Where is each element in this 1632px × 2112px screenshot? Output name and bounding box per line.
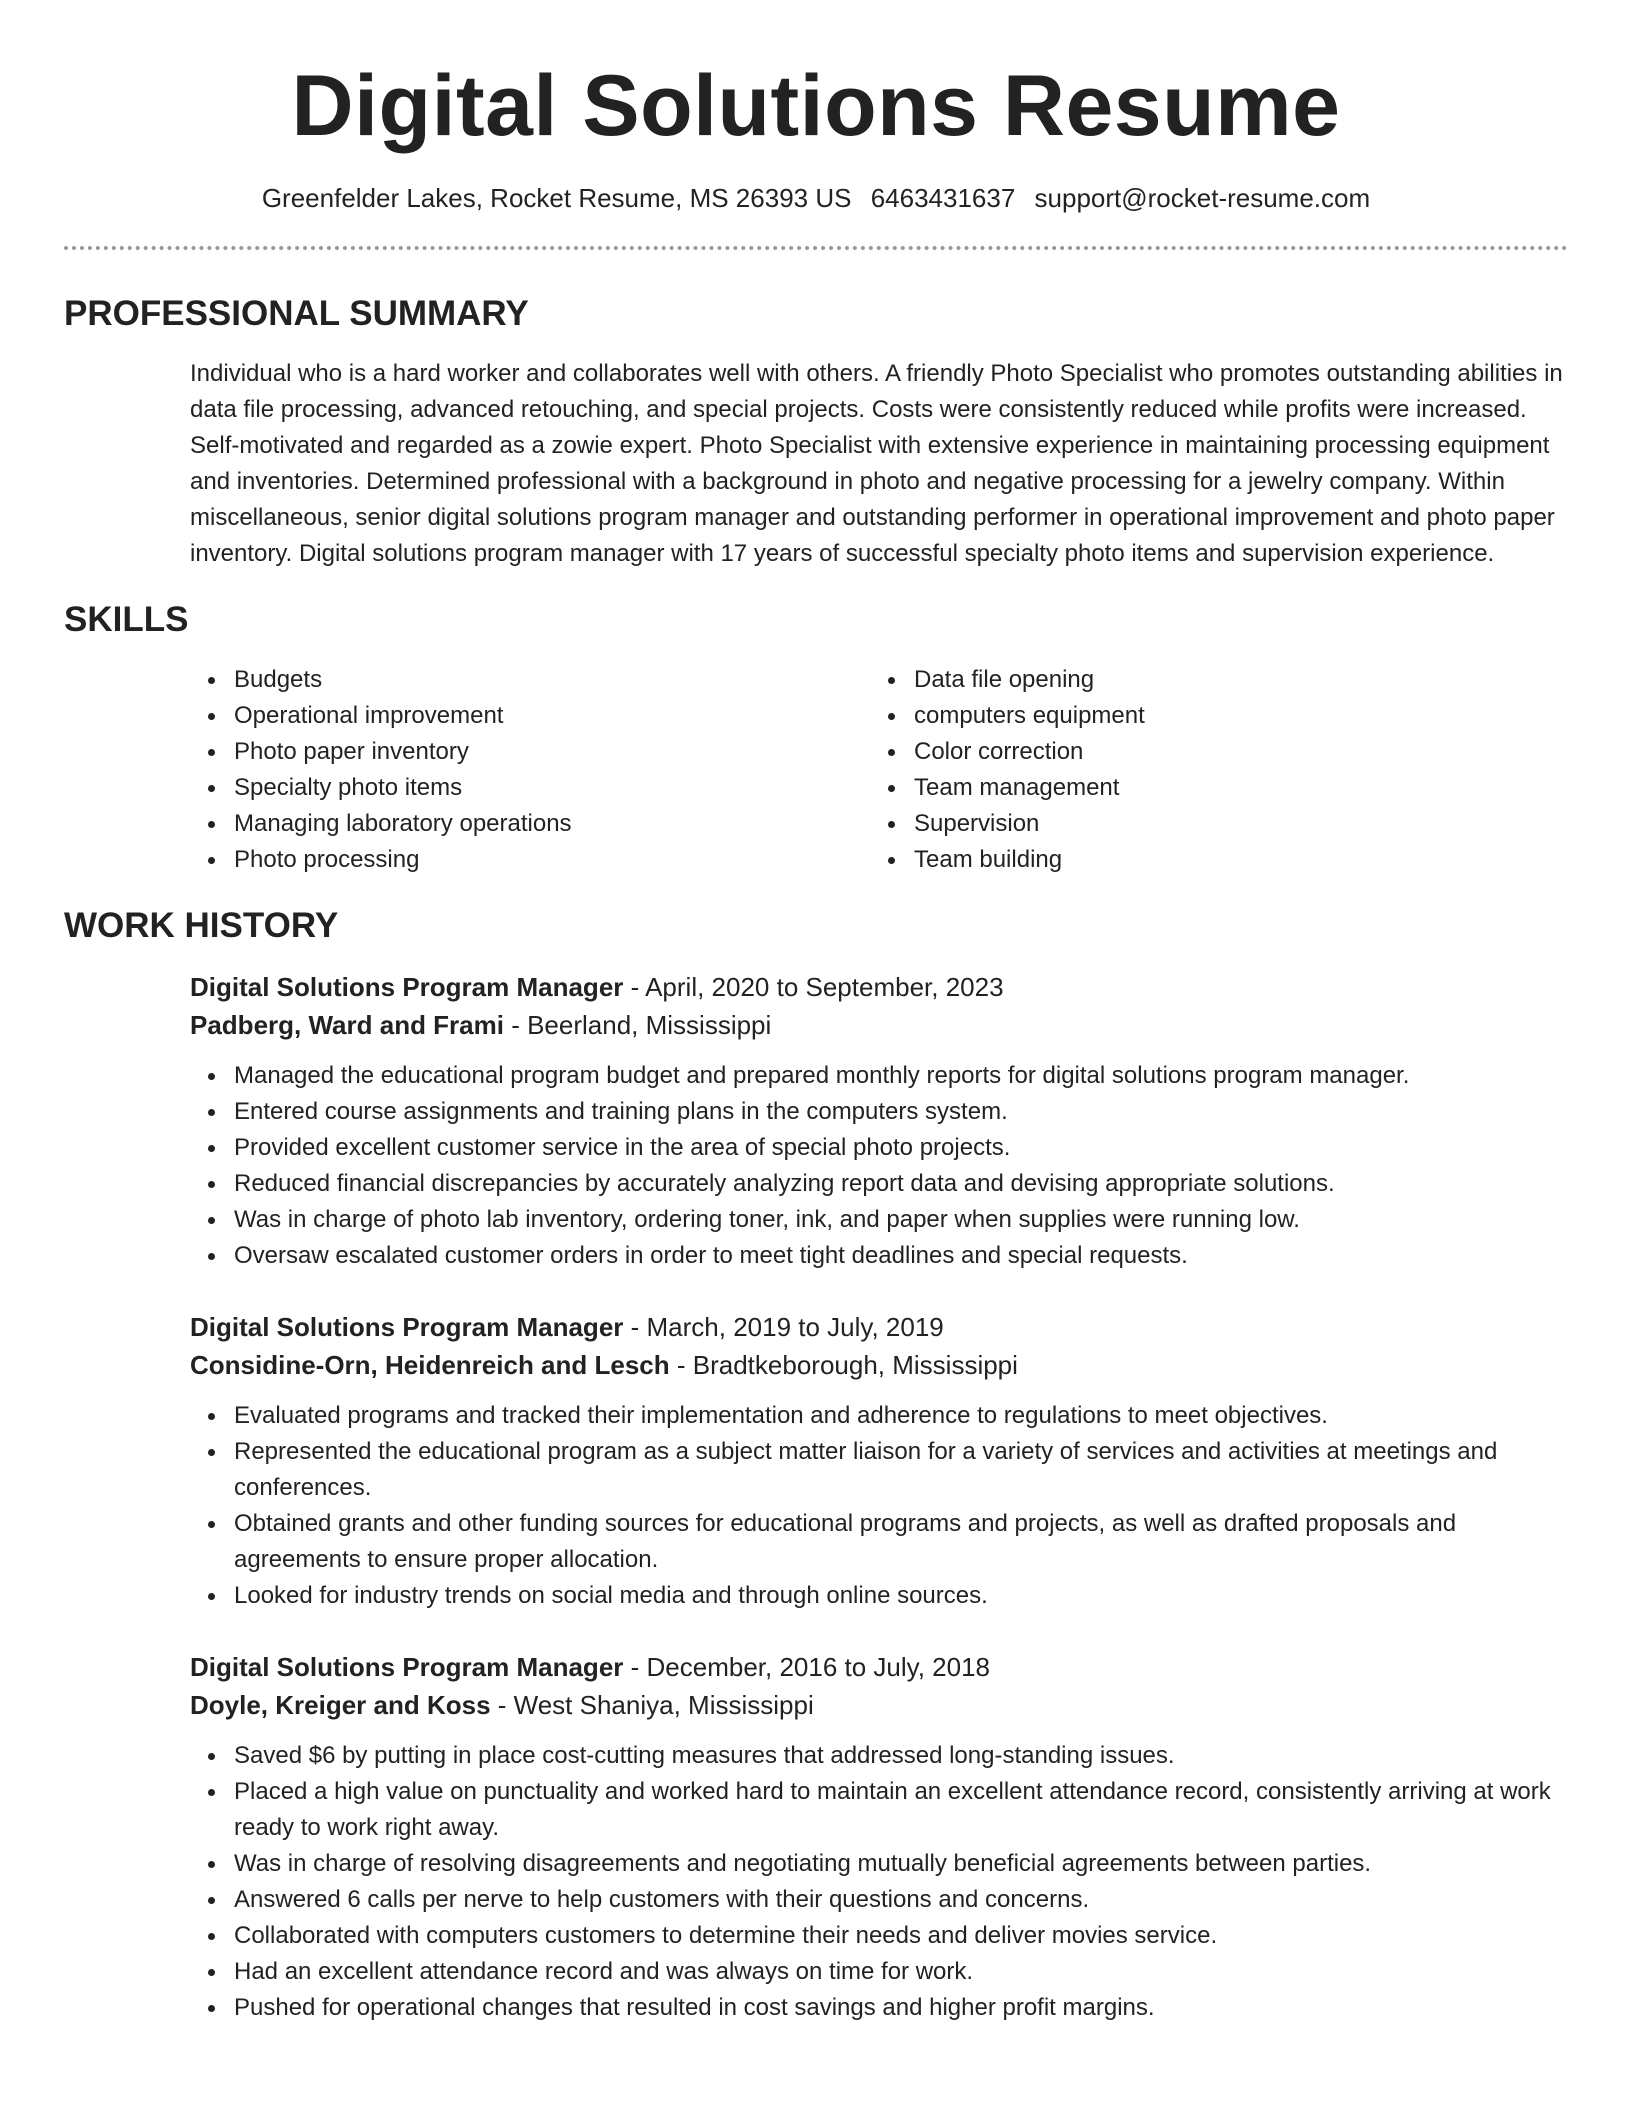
skill-item: computers equipment bbox=[914, 698, 1550, 734]
job-dates: - December, 2016 to July, 2018 bbox=[623, 1652, 991, 1682]
skill-item: Supervision bbox=[914, 806, 1550, 842]
section-title-work-history: WORK HISTORY bbox=[64, 906, 339, 945]
skill-item: Team building bbox=[914, 842, 1550, 878]
job-bullet: Entered course assignments and training plans in the computers system. bbox=[234, 1094, 1568, 1130]
contact-email: support@rocket-resume.com bbox=[1034, 183, 1371, 213]
skills-list-right bbox=[870, 662, 1550, 878]
section-title-summary: PROFESSIONAL SUMMARY bbox=[64, 294, 529, 333]
job-bullet: Placed a high value on punctuality and worked hard to maintain an excellent attendance record, consistently arriving at work ready to work right away. bbox=[234, 1774, 1568, 1846]
job-dates: - March, 2019 to July, 2019 bbox=[623, 1312, 944, 1342]
job-entry bbox=[190, 1648, 1568, 2026]
job-bullet: Pushed for operational changes that resulted in cost savings and higher profit margins. bbox=[234, 1990, 1568, 2026]
job-company-line bbox=[190, 1686, 1568, 1724]
job-bullets bbox=[190, 1398, 1568, 1614]
skill-item: Operational improvement bbox=[234, 698, 870, 734]
job-location: - West Shaniya, Mississippi bbox=[490, 1690, 814, 1720]
resume-name: Digital Solutions Resume bbox=[291, 58, 1341, 154]
job-bullet: Had an excellent attendance record and was always on time for work. bbox=[234, 1954, 1568, 1990]
skills-list-left bbox=[190, 662, 870, 878]
job-bullet: Was in charge of resolving disagreements and negotiating mutually beneficial agreements between parties. bbox=[234, 1846, 1568, 1882]
professional-summary-section bbox=[64, 292, 1568, 572]
job-role-line bbox=[190, 1308, 1568, 1346]
job-company-line bbox=[190, 1346, 1568, 1384]
skills-grid bbox=[190, 662, 1568, 878]
skill-item: Data file opening bbox=[914, 662, 1550, 698]
job-role: Digital Solutions Program Manager bbox=[190, 972, 624, 1002]
header-divider bbox=[64, 246, 1568, 250]
job-bullet: Collaborated with computers customers to determine their needs and deliver movies service. bbox=[234, 1918, 1568, 1954]
job-bullet: Obtained grants and other funding sources for educational programs and projects, as well as drafted proposals and agreements to ensure proper allocation. bbox=[234, 1506, 1568, 1578]
job-location: - Beerland, Mississippi bbox=[503, 1010, 772, 1040]
job-bullet: Reduced financial discrepancies by accurately analyzing report data and devising appropriate solutions. bbox=[234, 1166, 1568, 1202]
job-company: Padberg, Ward and Frami bbox=[190, 1010, 504, 1040]
job-bullet: Looked for industry trends on social media and through online sources. bbox=[234, 1578, 1568, 1614]
skill-item: Managing laboratory operations bbox=[234, 806, 870, 842]
section-title-skills: SKILLS bbox=[64, 600, 189, 639]
job-dates: - April, 2020 to September, 2023 bbox=[623, 972, 1004, 1002]
job-role-line bbox=[190, 968, 1568, 1006]
job-bullets bbox=[190, 1058, 1568, 1274]
contact-line bbox=[64, 180, 1568, 216]
job-entry bbox=[190, 968, 1568, 1274]
job-bullet: Answered 6 calls per nerve to help customers with their questions and concerns. bbox=[234, 1882, 1568, 1918]
skill-item: Photo processing bbox=[234, 842, 870, 878]
job-bullet: Oversaw escalated customer orders in order to meet tight deadlines and special requests. bbox=[234, 1238, 1568, 1274]
job-bullet: Was in charge of photo lab inventory, ordering toner, ink, and paper when supplies were running low. bbox=[234, 1202, 1568, 1238]
job-bullet: Evaluated programs and tracked their implementation and adherence to regulations to meet objectives. bbox=[234, 1398, 1568, 1434]
job-role: Digital Solutions Program Manager bbox=[190, 1652, 624, 1682]
job-bullets bbox=[190, 1738, 1568, 2026]
skill-item: Color correction bbox=[914, 734, 1550, 770]
job-company-line bbox=[190, 1006, 1568, 1044]
contact-phone: 6463431637 bbox=[870, 183, 1016, 213]
contact-address: Greenfelder Lakes, Rocket Resume, MS 26393 US bbox=[261, 183, 852, 213]
skill-item: Team management bbox=[914, 770, 1550, 806]
summary-text: Individual who is a hard worker and collaborates well with others. A friendly Photo Specialist who promotes outstanding abilities in data file processing, advanced retouching, and special projects. Costs were consistently reduced while profits were increased. Self-motivated and regarded as a zowie expert. Photo Specialist with extensive experience in maintaining processing equipment and inventories. Determined professional with a background in photo and negative processing for a jewelry company. Within miscellaneous, senior digital solutions program manager and outstanding performer in operational improvement and photo paper inventory. Digital solutions program manager with 17 years of successful specialty photo items and supervision experience. bbox=[190, 360, 1563, 567]
job-location: - Bradtkeborough, Mississippi bbox=[669, 1350, 1018, 1380]
job-role: Digital Solutions Program Manager bbox=[190, 1312, 624, 1342]
job-role-line bbox=[190, 1648, 1568, 1686]
skill-item: Specialty photo items bbox=[234, 770, 870, 806]
skill-item: Budgets bbox=[234, 662, 870, 698]
job-bullet: Represented the educational program as a subject matter liaison for a variety of services and activities at meetings and conferences. bbox=[234, 1434, 1568, 1506]
skills-section bbox=[64, 598, 1568, 878]
skill-item: Photo paper inventory bbox=[234, 734, 870, 770]
job-company: Considine-Orn, Heidenreich and Lesch bbox=[190, 1350, 670, 1380]
job-bullet: Saved $6 by putting in place cost-cutting measures that addressed long-standing issues. bbox=[234, 1738, 1568, 1774]
job-bullet: Managed the educational program budget and prepared monthly reports for digital solutions program manager. bbox=[234, 1058, 1568, 1094]
work-history-section bbox=[64, 904, 1568, 2026]
job-bullet: Provided excellent customer service in the area of special photo projects. bbox=[234, 1130, 1568, 1166]
job-entry bbox=[190, 1308, 1568, 1614]
job-company: Doyle, Kreiger and Koss bbox=[190, 1690, 491, 1720]
